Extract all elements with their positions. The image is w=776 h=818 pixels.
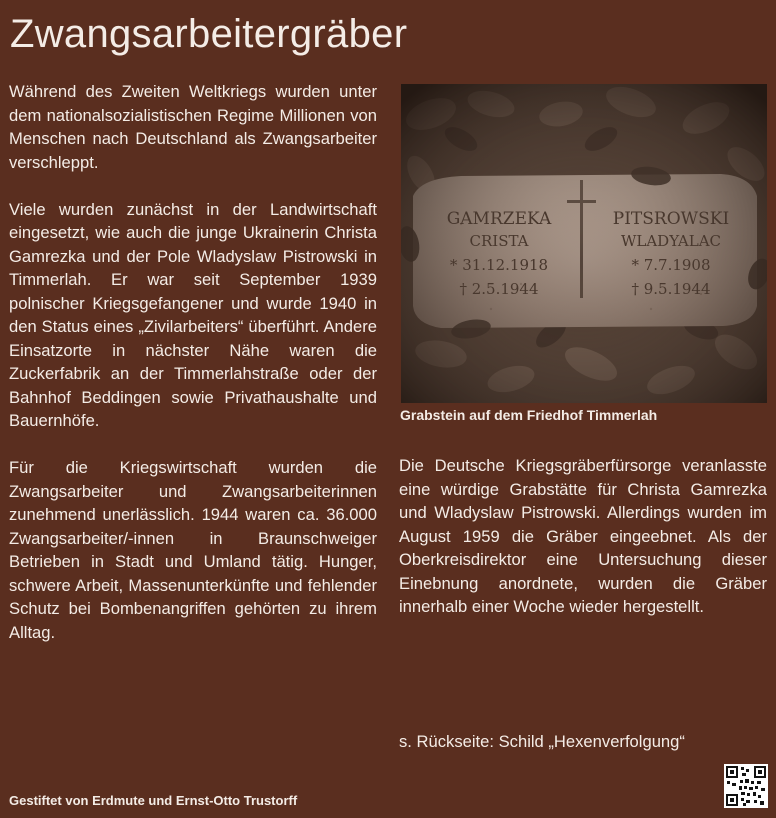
gravestone-photo	[401, 84, 767, 403]
sponsor-footer: Gestiftet von Erdmute und Ernst-Otto Trustorff	[9, 793, 298, 808]
paragraph-war-economy: Für die Kriegswirtschaft wurden die Zwangsarbeiter und Zwangsarbeiterinnen zunehmend unerlässlich. 1944 waren ca. 36.000 Zwangsarbeiter/-innen in Braunschweiger Betrieben in Stadt und Umland tätig. Hunger, schwere Arbeit, Massenunterkünfte und fehlender Schutz bei Bombenangriffen gehörten zu ihrem Alltag.	[9, 458, 377, 642]
page-title: Zwangsarbeitergräber	[10, 12, 408, 56]
backside-note: s. Rückseite: Schild „Hexenverfolgung“	[399, 732, 685, 751]
left-column	[9, 80, 377, 668]
paragraph-agriculture: Viele wurden zunächst in der Landwirtschaft eingesetzt, wie auch die junge Ukrainerin Christa Gamrezka und der Pole Wladyslaw Pistrowski in Timmerlah. Er war seit September 1939 polnischer Kriegsgefangener und wurde 1940 in den Status eines „Zivilarbeiters“ überführt. Andere Einsatzorte in nächster Nähe waren die Zuckerfabrik an der Timmerlahstraße oder der Bahnhof Beddingen sowie Privathaushalte und Bauernhöfe.	[9, 199, 377, 430]
qr-code-icon	[724, 764, 768, 808]
photo-caption: Grabstein auf dem Friedhof Timmerlah	[400, 407, 658, 423]
right-column	[399, 454, 767, 619]
paragraph-war-graves: Die Deutsche Kriegsgräberfürsorge veranlasste eine würdige Grabstätte für Christa Gamrezka und Wladyslaw Pistrowski. Allerdings wurden im August 1959 die Gräber eingeebnet. Als der Oberkreisdirektor eine Untersuchung dieser Einebnung anordnete, wurden die Gräber innerhalb einer Woche wieder hergestellt.	[399, 456, 767, 616]
qr-code[interactable]	[724, 764, 768, 808]
paragraph-intro: Während des Zweiten Weltkriegs wurden unter dem nationalsozialistischen Regime Millionen von Menschen nach Deutschland als Zwangsarbeiter verschleppt.	[9, 82, 377, 172]
gravestone-image	[401, 84, 767, 403]
